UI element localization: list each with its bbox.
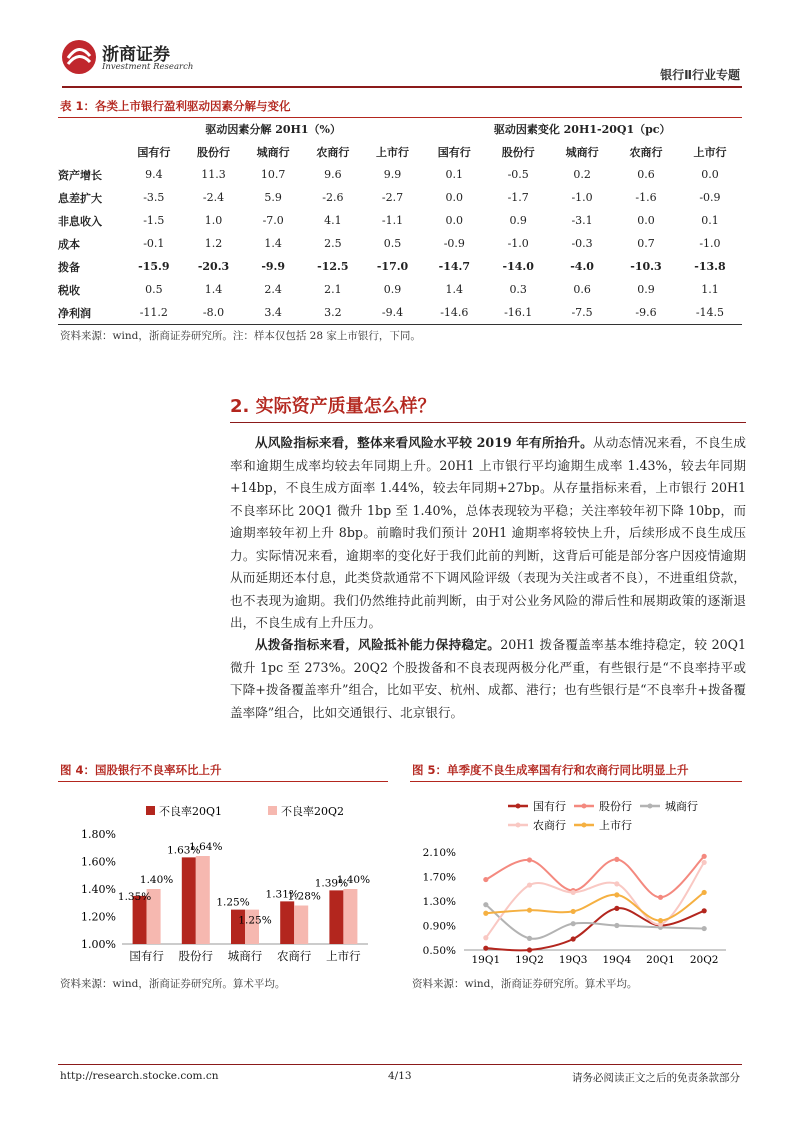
table-cell: -1.5 <box>143 214 165 227</box>
table-cell: 0.0 <box>445 191 464 204</box>
data-point <box>527 857 532 862</box>
data-point <box>614 923 619 928</box>
y-tick-label: 1.80% <box>81 828 116 841</box>
table-cell: -17.0 <box>376 260 409 273</box>
table-cell: 0.9 <box>509 214 527 227</box>
table-cell: 0.5 <box>145 283 163 296</box>
table-cell: 9.9 <box>383 168 402 181</box>
table-cell: 4.1 <box>324 214 342 227</box>
x-tick-label: 上市行 <box>326 949 361 963</box>
table-row <box>58 232 742 255</box>
table-cell: 2.1 <box>324 283 342 296</box>
data-point <box>483 946 488 951</box>
data-label: 1.39% <box>314 877 349 890</box>
x-tick-label: 20Q2 <box>689 954 719 966</box>
table-cell: -1.7 <box>507 191 529 204</box>
paragraph-provision <box>230 634 746 724</box>
column-header-row <box>58 140 742 163</box>
table-cell: -1.0 <box>507 237 529 250</box>
table-title: 表 1：各类上市银行盈利驱动因素分解与变化 <box>60 99 291 113</box>
footer-rule <box>58 1064 742 1065</box>
footer-notice: 请务必阅读正文之后的免责条款部分 <box>572 1072 740 1084</box>
row-label: 税收 <box>58 283 80 297</box>
table-cell: 0.1 <box>701 214 719 227</box>
fig4-bar-chart <box>58 784 388 970</box>
table-cell: 5.9 <box>264 191 282 204</box>
data-point <box>614 892 619 897</box>
paragraph-risk-lead: 从风险指标来看，整体来看风险水平较 2019 年有所抬升。 <box>255 435 593 450</box>
x-tick-label: 城商行 <box>227 949 263 963</box>
data-label: 1.31% <box>265 888 299 901</box>
paragraph-risk <box>230 432 746 635</box>
table-row <box>58 186 742 209</box>
data-point <box>614 857 619 862</box>
table-cell: -7.0 <box>262 214 284 227</box>
table-cell: 0.6 <box>573 283 591 296</box>
table-cell: 1.2 <box>204 237 223 250</box>
fig5-line-chart <box>410 784 742 970</box>
data-point <box>571 921 576 926</box>
table-source: 资料来源：wind，浙商证券研究所。注：样本仅包括 28 家上市银行，下同。 <box>60 330 421 342</box>
table-cell: -4.0 <box>570 260 594 273</box>
table-cell: -13.8 <box>694 260 726 273</box>
y-tick-label: 1.70% <box>422 871 456 884</box>
table-cell: -0.5 <box>507 168 529 181</box>
x-tick-label: 19Q1 <box>471 954 501 966</box>
table-cell: -2.4 <box>202 191 225 204</box>
table-cell: -9.4 <box>363 301 423 325</box>
data-label: 1.64% <box>189 841 223 853</box>
table-cell: 9.6 <box>324 168 342 181</box>
data-point <box>658 895 663 900</box>
column-header: 城商行 <box>565 145 599 159</box>
row-label: 拨备 <box>58 260 80 274</box>
brand-name: 浙商证券 <box>102 45 170 65</box>
page-number: 4/13 <box>388 1070 412 1082</box>
data-label: 1.25% <box>216 896 250 909</box>
column-header: 农商行 <box>316 145 350 159</box>
table-row <box>58 278 742 301</box>
bar <box>329 890 343 944</box>
table-cell: -12.5 <box>317 260 349 273</box>
table-cell: -1.6 <box>635 191 657 204</box>
table-cell: -10.3 <box>630 260 662 273</box>
table-cell: 9.4 <box>145 168 163 181</box>
table-cell: 0.9 <box>637 283 655 296</box>
data-point <box>527 936 532 941</box>
table-cell: -11.2 <box>124 301 184 325</box>
table-cell: -15.9 <box>138 260 170 273</box>
table-cell: -0.3 <box>571 237 593 250</box>
table-cell: 2.5 <box>324 237 342 250</box>
table-cell: 0.7 <box>637 237 655 250</box>
legend-marker <box>516 823 521 828</box>
table-cell: -1.0 <box>699 237 721 250</box>
table-cell: -20.3 <box>197 260 230 273</box>
brand-logo <box>60 38 98 76</box>
column-header: 股份行 <box>501 145 535 159</box>
table-cell: 0.1 <box>445 168 464 181</box>
legend-label: 上市行 <box>599 819 632 832</box>
x-tick-label: 国有行 <box>129 949 164 963</box>
table-cell: -0.1 <box>143 237 165 250</box>
y-tick-label: 1.40% <box>81 883 116 896</box>
table-cell: -2.7 <box>381 191 404 204</box>
table-row <box>58 209 742 232</box>
data-point <box>571 909 576 914</box>
x-tick-label: 农商行 <box>276 949 312 963</box>
doc-tag: 银行Ⅱ行业专题 <box>660 68 740 82</box>
bar <box>294 906 308 945</box>
table-cell: -7.5 <box>550 301 614 325</box>
legend-label: 不良率20Q2 <box>281 805 345 818</box>
table-cell: 1.4 <box>204 283 223 296</box>
table-cell: -1.0 <box>571 191 593 204</box>
table-cell: 0.9 <box>383 283 402 296</box>
paragraph-risk-body: 从动态情况来看，不良生成率和逾期生成率均较去年同期上升。20H1 上市银行平均逾期生成率 1.43%，较去年同期+14bp，不良生成方面率 1.44%，较去年同期+27bp。从存量指标来看，上市银行 20H1 不良率环比 20Q1 微升 1bp 至 1.40%，总体表现较为平稳；关注率较年初下降 10bp，而逾期率较年初上升 8bp。前瞻时我们预计 20H1 逾期率将较快上升，后续形成不良生成压力。实际情况来看，逾期率的变化好于我们此前的判断，这背后可能是部分客户因疫情逾期从而延期还本付息，此类贷款通常不下调风险评级（表现为关注或者不良），不进重组贷款，也不表现为逾期。我们仍然维持此前判断，由于对公业务风险的滞后性和展期政策的逐渐退出，不良生成有上升压力。 <box>230 435 746 630</box>
table-cell: 11.3 <box>201 168 226 181</box>
table-row <box>58 301 742 325</box>
group-header-left: 驱动因素分解 20H1（%） <box>205 123 341 136</box>
table-cell: 0.5 <box>383 237 402 250</box>
legend-label: 股份行 <box>599 800 632 813</box>
data-point <box>571 890 576 895</box>
legend-label: 农商行 <box>533 819 566 832</box>
data-point <box>527 947 532 952</box>
row-label: 息差扩大 <box>58 191 102 205</box>
legend-label: 国有行 <box>533 800 566 813</box>
table-cell: -1.1 <box>381 214 404 227</box>
data-label: 1.28% <box>287 890 321 903</box>
header-rule <box>62 86 742 88</box>
data-label: 1.40% <box>336 874 371 886</box>
brand-subtitle: Investment Research <box>102 62 194 72</box>
legend-marker <box>516 804 521 809</box>
table-cell: -3.5 <box>143 191 165 204</box>
x-tick-label: 股份行 <box>178 949 214 963</box>
table-cell: 0.0 <box>701 168 719 181</box>
data-point <box>483 935 488 940</box>
legend-marker <box>582 804 587 809</box>
table-cell: -3.1 <box>571 214 593 227</box>
fig4-title: 图 4：国股银行不良率环比上升 <box>60 763 222 777</box>
fig5-title-rule <box>410 781 742 782</box>
data-point <box>702 926 707 931</box>
fig5-source: 资料来源：wind，浙商证券研究所。算术平均。 <box>412 978 638 990</box>
legend-marker <box>648 804 653 809</box>
bar <box>133 896 147 944</box>
table-cell: 1.4 <box>264 237 282 250</box>
data-point <box>702 908 707 913</box>
table-cell: 0.0 <box>637 214 655 227</box>
table-cell: 2.4 <box>264 283 282 296</box>
data-label: 1.25% <box>238 914 272 927</box>
column-header: 城商行 <box>256 145 290 159</box>
table-cell: 0.0 <box>445 214 464 227</box>
fig4-title-rule <box>58 781 388 782</box>
x-tick-label: 19Q2 <box>515 954 544 966</box>
y-tick-label: 1.00% <box>81 938 116 951</box>
y-tick-label: 0.50% <box>422 945 456 957</box>
table-cell: 0.2 <box>573 168 591 181</box>
data-label: 1.40% <box>139 874 174 886</box>
table-cell: 0.6 <box>637 168 655 181</box>
data-point <box>527 908 532 913</box>
table-cell: -14.0 <box>502 260 534 273</box>
table-cell: -0.9 <box>699 191 721 204</box>
column-header: 国有行 <box>437 145 471 159</box>
x-tick-label: 19Q3 <box>558 954 588 966</box>
fig5-title: 图 5：单季度不良生成率国有行和农商行同比明显上升 <box>412 763 689 777</box>
data-point <box>702 860 707 865</box>
row-label: 非息收入 <box>58 214 102 228</box>
data-label: 1.35% <box>117 890 152 903</box>
group-header-right: 驱动因素变化 20H1-20Q1（pc） <box>493 123 671 136</box>
y-tick-label: 1.20% <box>81 910 116 924</box>
table-cell: -8.0 <box>184 301 244 325</box>
data-point <box>483 911 488 916</box>
y-tick-label: 1.60% <box>81 855 116 869</box>
table-cell: 10.7 <box>260 168 286 181</box>
drivers-table <box>58 118 742 325</box>
table-cell: 3.4 <box>243 301 303 325</box>
bar <box>280 901 294 944</box>
bar <box>182 857 196 944</box>
data-point <box>614 881 619 886</box>
table-row <box>58 163 742 186</box>
data-point <box>702 890 707 895</box>
logo-icon <box>60 38 98 76</box>
column-header: 上市行 <box>376 145 410 159</box>
table-cell: -14.6 <box>422 301 486 325</box>
x-tick-label: 20Q1 <box>646 954 675 966</box>
column-header: 股份行 <box>197 145 230 159</box>
bar <box>196 856 210 944</box>
row-label: 成本 <box>58 237 80 251</box>
table-cell: 3.2 <box>303 301 363 325</box>
paragraph-provision-body: 20H1 拨备覆盖率基本维持稳定，较 20Q1 微升 1pc 至 273%。20Q2 个股拨备和不良表现两极分化严重，有些银行是“不良率持平或下降+拨备覆盖率升”组合，比如平安、杭州、成都、港行；也有些银行是“不良率升+拨备覆盖率降”组合，比如交通银行、北京银行。 <box>230 637 747 720</box>
row-label: 资产增长 <box>58 168 102 182</box>
series-line <box>486 856 704 897</box>
data-point <box>483 877 488 882</box>
x-tick-label: 19Q4 <box>602 954 632 966</box>
data-point <box>702 854 707 859</box>
table-cell: -0.9 <box>443 237 465 250</box>
column-header: 上市行 <box>693 145 727 159</box>
table-cell: -16.1 <box>486 301 550 325</box>
heading-rule <box>230 422 746 423</box>
column-header: 农商行 <box>629 145 663 159</box>
bar <box>343 889 357 944</box>
legend-label: 不良率20Q1 <box>159 805 223 818</box>
table-cell: 1.4 <box>445 283 464 296</box>
table-cell: -9.6 <box>614 301 678 325</box>
table-cell: -14.7 <box>438 260 470 273</box>
legend-swatch <box>146 806 155 815</box>
data-point <box>527 882 532 887</box>
row-label: 净利润 <box>58 301 124 325</box>
footer-url[interactable]: http://research.stocke.com.cn <box>60 1070 219 1082</box>
table-cell: 0.3 <box>509 283 527 296</box>
y-tick-label: 2.10% <box>422 847 456 859</box>
data-label: 1.63% <box>167 844 201 857</box>
table-cell: -14.5 <box>678 301 742 325</box>
data-point <box>571 936 576 941</box>
data-point <box>658 918 663 923</box>
fig4-source: 资料来源：wind，浙商证券研究所。算术平均。 <box>60 978 286 990</box>
table-cell: 1.0 <box>204 214 223 227</box>
legend-marker <box>582 823 587 828</box>
legend-label: 城商行 <box>665 800 698 813</box>
legend-swatch <box>268 806 277 815</box>
paragraph-provision-lead: 从拨备指标来看，风险抵补能力保持稳定。 <box>255 637 501 652</box>
data-point <box>614 906 619 911</box>
y-tick-label: 1.30% <box>422 896 456 908</box>
table-cell: -2.6 <box>322 191 344 204</box>
section-heading: 2. 实际资产质量怎么样？ <box>230 396 436 417</box>
table-cell: -9.9 <box>261 260 286 273</box>
data-point <box>483 902 488 907</box>
table-cell: 1.1 <box>701 283 719 296</box>
series-line <box>486 892 704 920</box>
column-header: 国有行 <box>137 145 171 159</box>
table-row <box>58 255 742 278</box>
y-tick-label: 0.90% <box>422 920 456 933</box>
